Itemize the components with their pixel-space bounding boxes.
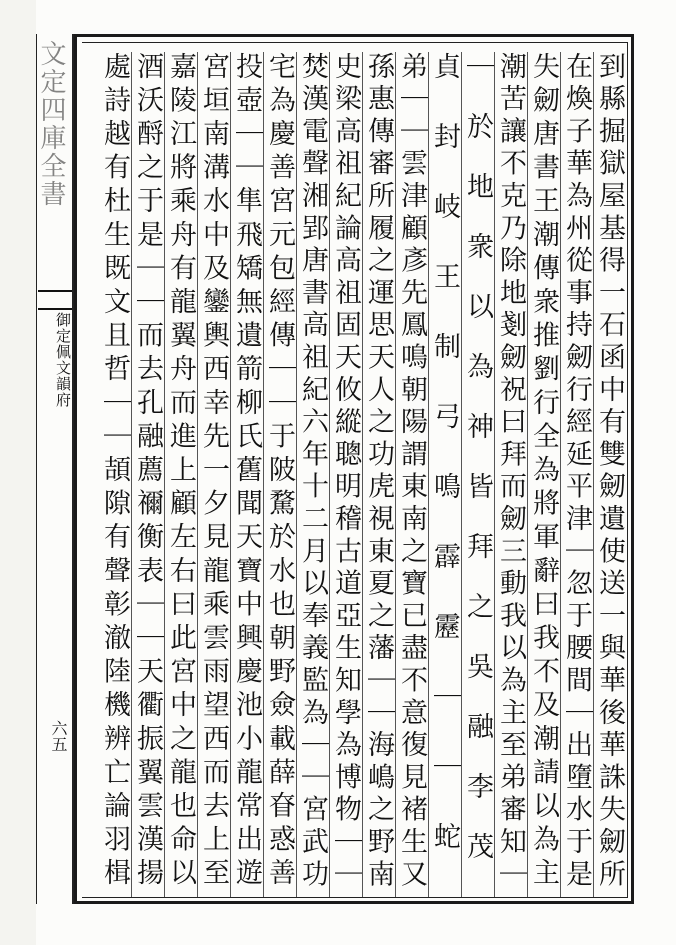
text-column-16: 處詩越有杜生既文且哲｜｜頡隙有聲彰澈陸機辨亡論羽楫 — [99, 52, 130, 892]
text-column-13: 宮垣南溝水中及鑾輿西幸先一夕見龍乘雲雨望西而去上至 — [197, 52, 230, 897]
banxin-title: 文定四庫全書 — [36, 40, 66, 208]
text-column-12: 投壺｜｜隼飛矯無遺箭柳氏舊聞天寶中興慶池小龍常出遊 — [230, 52, 263, 897]
text-column-9: 史梁高祖紀論高祖固天攸縱聰明稽古道亞生知學為博物｜｜ — [329, 52, 362, 897]
text-column-3: 失劒唐書王潮傳衆推劉行全為將軍辭曰我不及潮請以為主 — [527, 52, 560, 897]
text-body — [86, 52, 626, 897]
text-column-15: 酒沃酹之于是｜｜而去孔融薦禰衡表｜｜天衢振翼雲漢揚 — [131, 52, 164, 897]
text-column-8: 孫惠傳審所履之運思天人之功虎視東夏之藩｜｜海嶋之野南 — [362, 52, 395, 897]
text-column-5: ｜於地衆以為神皆拜之吳融李茂 — [461, 52, 494, 897]
text-column-10: 焚漢電聲湘郢唐書高祖紀六年十二月以奉義監為｜｜宮武功 — [296, 52, 329, 897]
text-column-11: 宅為慶善宮元包經傳｜｜于陂騖於水也朝野僉載薛眘惑善 — [263, 52, 296, 897]
fish-tail-mark — [38, 290, 72, 310]
text-column-4: 潮苦讓不克乃除地剗劒祝曰拜而劒三動我以為主至弟審知｜ — [494, 52, 527, 897]
text-column-7: 弟｜｜雲津顧彥先鳳鳴朝陽謂東南之寶已盡不意復見褚生又 — [395, 52, 428, 897]
text-column-2: 在煥子華為州從事持劒行經延平津｜忽于腰間｜出墮水于是 — [560, 52, 593, 897]
text-column-6: 貞封岐王制弓鳴霹靂｜｜蛇 — [428, 52, 461, 897]
page-number: 六五 — [49, 720, 68, 752]
text-column-14: 嘉陵江將乘舟有龍翼舟而進上顧左右曰此宮中之龍也命以 — [164, 52, 197, 897]
banxin-book-title: 御定佩文韻府 — [54, 312, 72, 408]
banxin-margin — [0, 0, 36, 945]
text-column-1: 到縣掘獄屋基得一石函中有雙劒遺使送一與華後華誅失劒所 — [593, 52, 626, 897]
